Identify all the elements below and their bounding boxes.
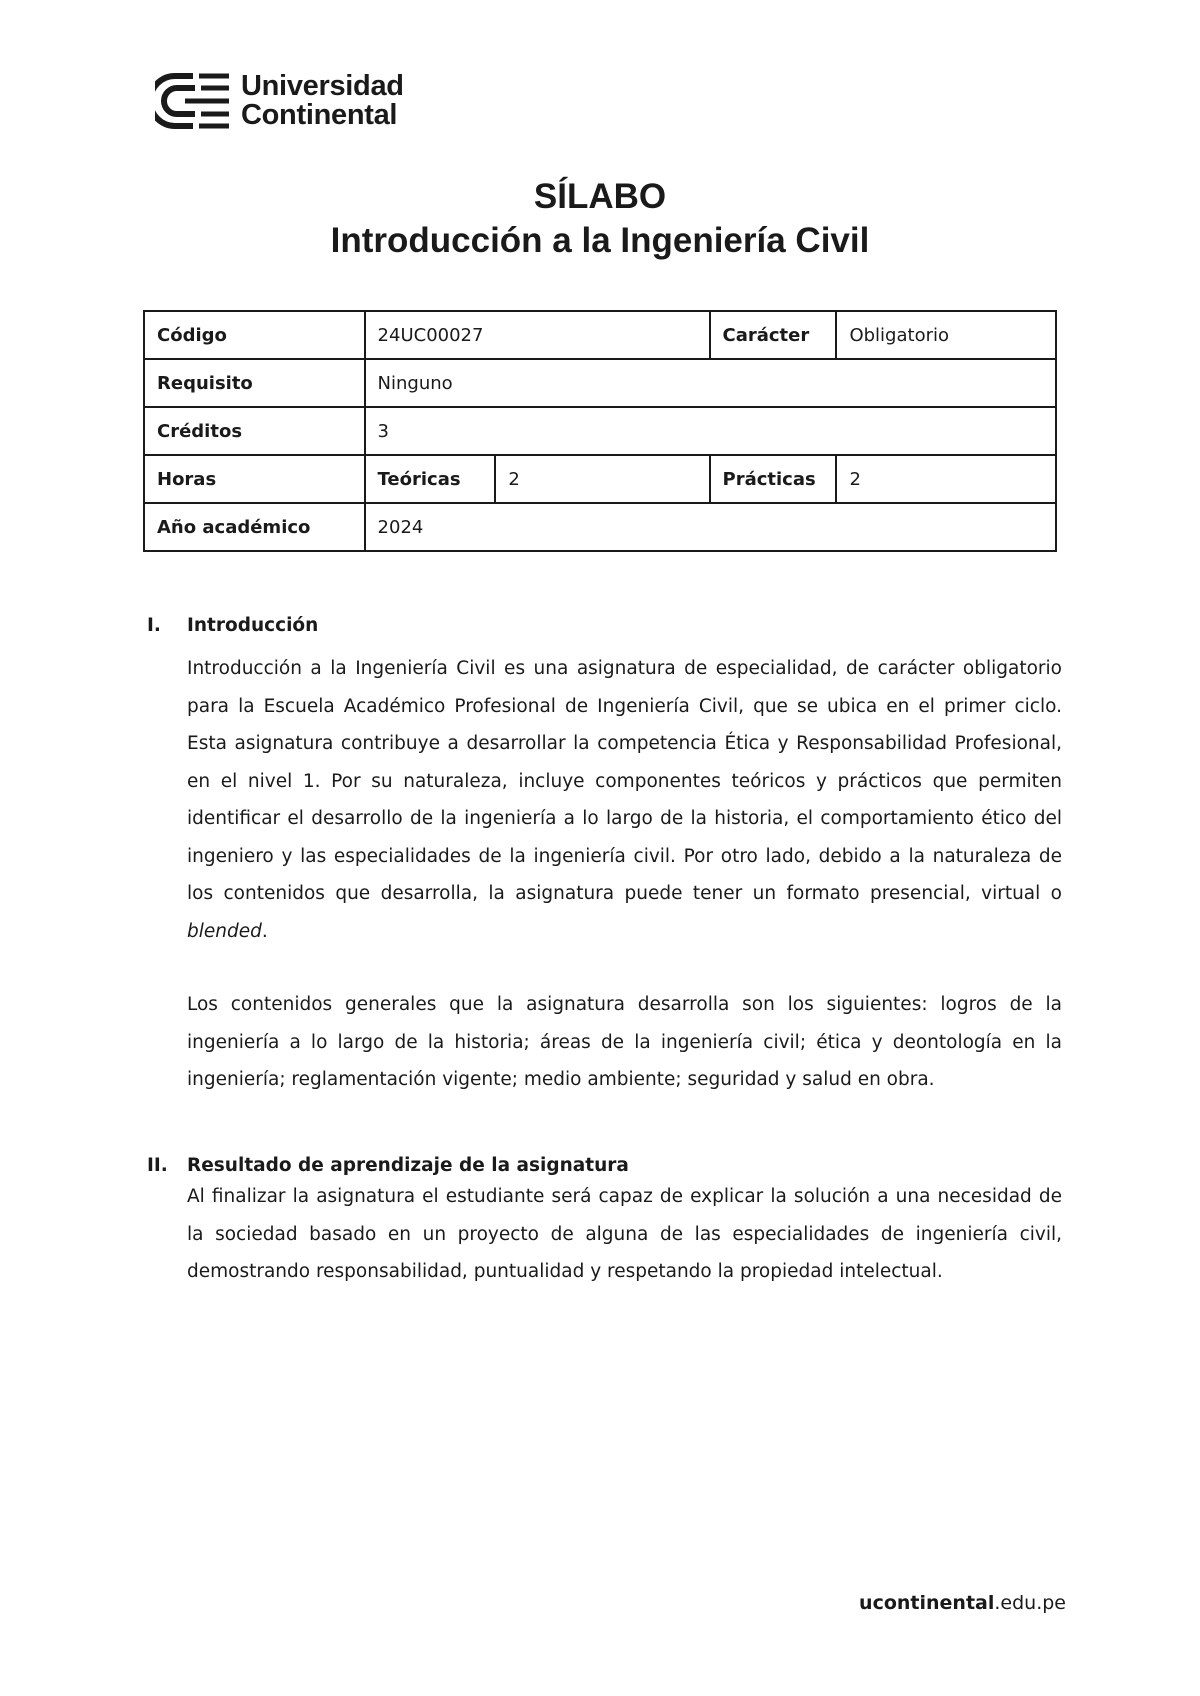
- paragraph-end: .: [261, 920, 268, 942]
- section-number: II.: [147, 1155, 168, 1176]
- table-row: [144, 407, 1056, 455]
- caracter-label: Carácter: [710, 311, 837, 359]
- footer-website: [859, 1592, 1066, 1614]
- university-logo-icon: [155, 72, 233, 130]
- horas-label: Horas: [144, 455, 365, 503]
- requisito-value: Ninguno: [365, 359, 1056, 407]
- section-resultado: [147, 1155, 1062, 1291]
- teoricas-value: 2: [495, 455, 709, 503]
- requisito-label: Requisito: [144, 359, 365, 407]
- section-heading: [147, 615, 1062, 636]
- creditos-value: 3: [365, 407, 1056, 455]
- practicas-label: Prácticas: [710, 455, 837, 503]
- creditos-label: Créditos: [144, 407, 365, 455]
- title-line-1: SÍLABO: [533, 177, 667, 216]
- caracter-value: Obligatorio: [836, 311, 1056, 359]
- paragraph-text: Introducción a la Ingeniería Civil es una asignatura de especialidad, de carácter obligatorio para la Escuela Académico Profesional de Ingeniería Civil, que se ubica en el primer ciclo. Esta asignatura contribuye a desarrollar la competencia Ética y Responsabilidad Profesional, en el nivel 1. Por su naturaleza, incluye componentes teóricos y prácticos que permiten identificar el desarrollo de la ingeniería a lo largo de la historia, el comportamiento ético del ingeniero y las especialidades de la ingeniería civil. Por otro lado, debido a la naturaleza de los contenidos que desarrolla, la asignatura puede tener un formato presencial, virtual o: [187, 658, 1062, 904]
- document-title: [0, 175, 1200, 263]
- paragraph: [187, 650, 1062, 950]
- italic-term: blended: [187, 920, 262, 942]
- table-row: [144, 455, 1056, 503]
- paragraph: Los contenidos generales que la asignatura desarrolla son los siguientes: logros de la ingeniería a lo largo de la historia; áreas de la ingeniería civil; ética y deontología en la ingeniería; reglamentación vigente; medio ambiente; seguridad y salud en obra.: [187, 994, 1062, 1090]
- title-line-2: Introducción a la Ingeniería Civil: [330, 221, 870, 260]
- codigo-label: Código: [144, 311, 365, 359]
- anio-label: Año académico: [144, 503, 365, 551]
- university-logo: [155, 72, 404, 130]
- table-row: [144, 359, 1056, 407]
- footer-brand: ucontinental: [859, 1592, 995, 1614]
- paragraph: Al finalizar la asignatura el estudiante será capaz de explicar la solución a una necesidad de la sociedad basado en un proyecto de alguna de las especialidades de ingeniería civil, demostrando responsabilidad, puntualidad y respetando la propiedad intelectual.: [187, 1186, 1062, 1282]
- footer-domain: .edu.pe: [994, 1592, 1066, 1614]
- anio-value: 2024: [365, 503, 1056, 551]
- section-title: Resultado de aprendizaje de la asignatura: [187, 1155, 629, 1176]
- section-number: I.: [147, 615, 161, 636]
- table-row: [144, 311, 1056, 359]
- section-introduccion: [147, 615, 1062, 1099]
- university-logo-text: [241, 72, 404, 130]
- logo-line-1: Universidad: [241, 70, 404, 102]
- section-title: Introducción: [187, 615, 319, 636]
- teoricas-label: Teóricas: [365, 455, 496, 503]
- logo-line-2: Continental: [241, 99, 398, 131]
- section-heading: [147, 1155, 1062, 1176]
- practicas-value: 2: [836, 455, 1056, 503]
- course-info-table: [143, 310, 1057, 552]
- codigo-value: 24UC00027: [365, 311, 710, 359]
- table-row: [144, 503, 1056, 551]
